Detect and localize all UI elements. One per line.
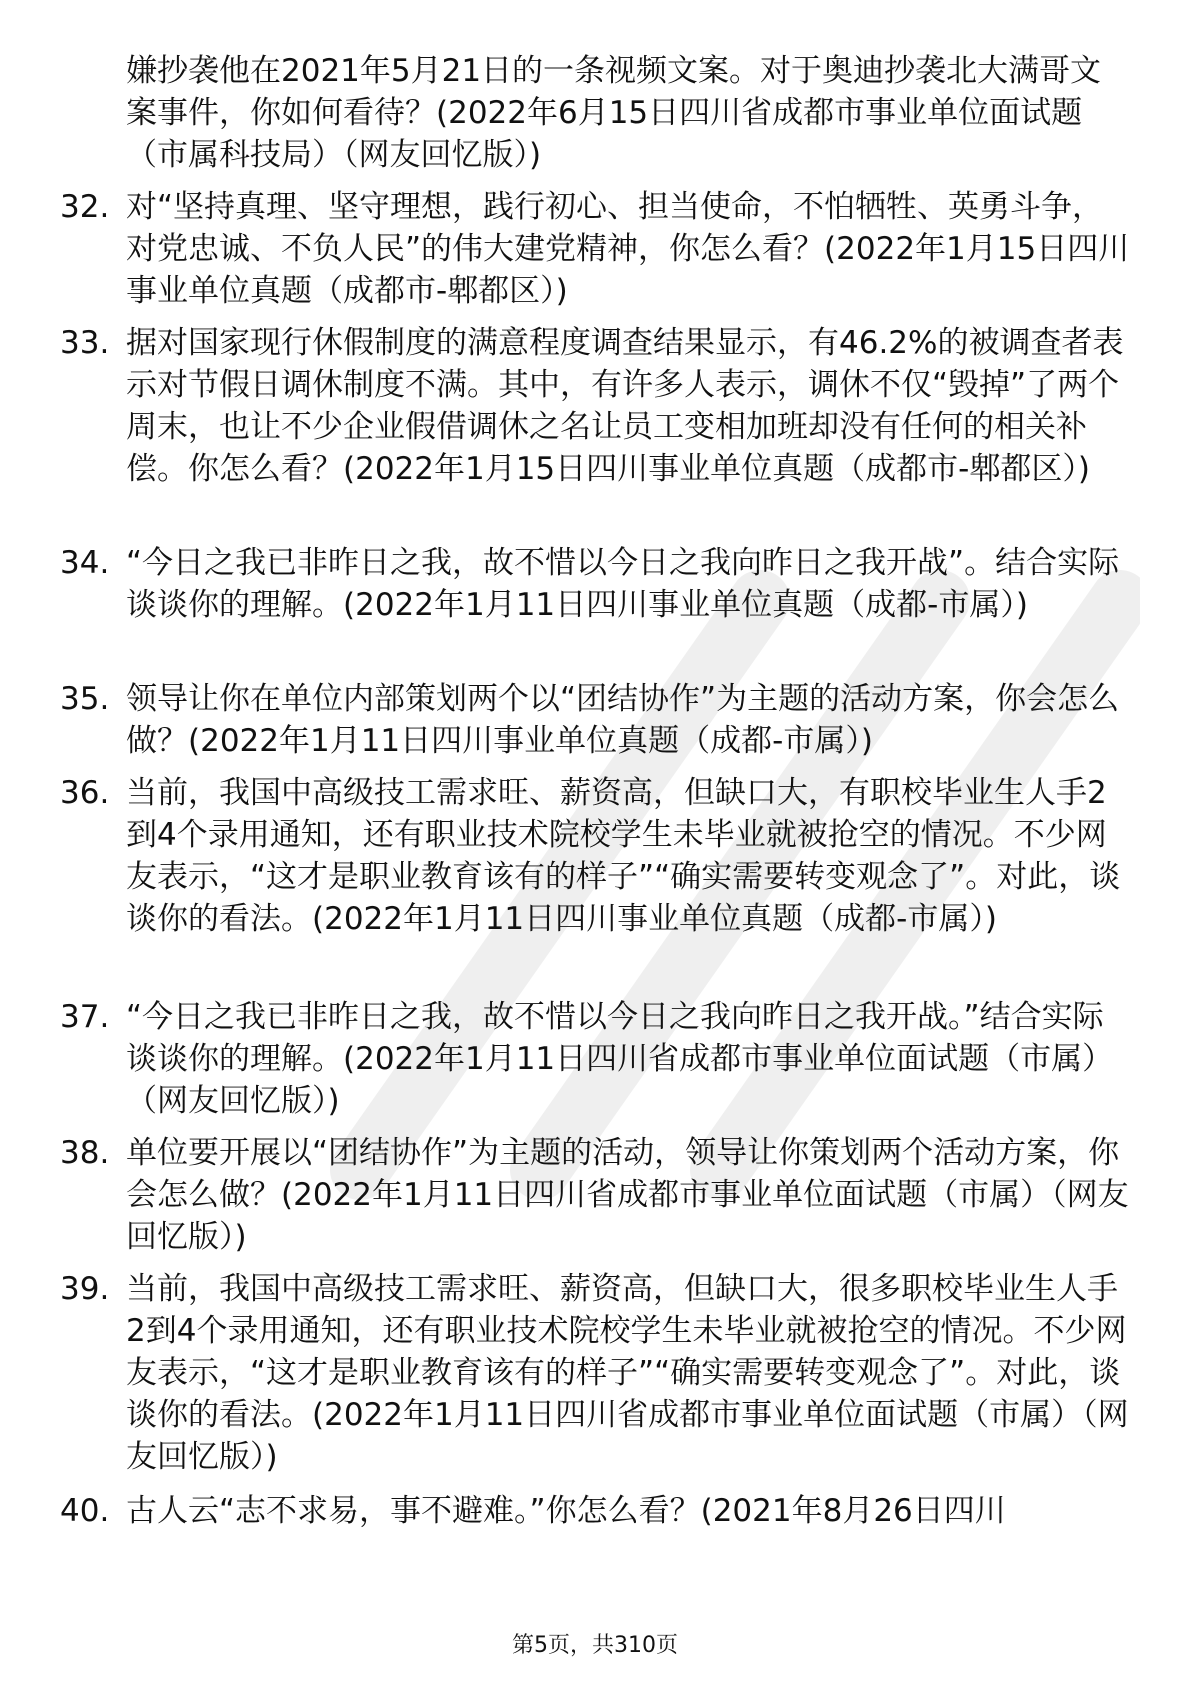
- question-number: 34.: [60, 545, 110, 581]
- question-item: [60, 1268, 1130, 1478]
- question-text: “今日之我已非昨日之我，故不惜以今日之我向昨日之我开战。”结合实际谈谈你的理解。(2022年1月11日四川省成都市事业单位面试题（市属）（网友回忆版）): [126, 999, 1114, 1119]
- question-number: 35.: [60, 681, 110, 717]
- question-text: 单位要开展以“团结协作”为主题的活动，领导让你策划两个活动方案，你会怎么做？(2022年1月11日四川省成都市事业单位面试题（市属）（网友回忆版）): [126, 1135, 1129, 1255]
- question-item: [60, 678, 1130, 762]
- question-text: “今日之我已非昨日之我，故不惜以今日之我向昨日之我开战”。结合实际谈谈你的理解。(2022年1月11日四川事业单位真题（成都-市属）): [126, 545, 1120, 623]
- question-text: 古人云“志不求易，事不避难。”你怎么看？(2021年8月26日四川: [126, 1493, 1006, 1529]
- question-item: [60, 996, 1130, 1122]
- question-text: 当前，我国中高级技工需求旺、薪资高，但缺口大，很多职校毕业生人手2到4个录用通知，还有职业技术院校学生未毕业就被抢空的情况。不少网友表示，“这才是职业教育该有的样子”“确实需要转变观念了”。对此，谈谈你的看法。(2022年1月11日四川省成都市事业单位面试题（市属）（网友回忆版）): [126, 1271, 1129, 1475]
- intro-paragraph: 嫌抄袭他在2021年5月21日的一条视频文案。对于奥迪抄袭北大满哥文案事件，你如何看待？(2022年6月15日四川省成都市事业单位面试题（市属科技局）（网友回忆版）): [126, 53, 1102, 173]
- question-text: 领导让你在单位内部策划两个以“团结协作”为主题的活动方案，你会怎么做？(2022年1月11日四川事业单位真题（成都-市属）): [126, 681, 1120, 759]
- question-text: 据对国家现行休假制度的满意程度调查结果显示，有46.2%的被调查者表示对节假日调休制度不满。其中，有许多人表示，调休不仅“毁掉”了两个周末，也让不少企业假借调休之名让员工变相加班却没有任何的相关补偿。你怎么看？(2022年1月15日四川事业单位真题（成都市-郫都区）): [126, 325, 1124, 487]
- question-item: [60, 1132, 1130, 1258]
- question-item: [60, 322, 1130, 490]
- question-item: [60, 1490, 1130, 1532]
- question-number: 38.: [60, 1135, 110, 1171]
- question-item: [60, 772, 1130, 940]
- question-text: 当前，我国中高级技工需求旺、薪资高，但缺口大，有职校毕业生人手2到4个录用通知，还有职业技术院校学生未毕业就被抢空的情况。不少网友表示，“这才是职业教育该有的样子”“确实需要转变观念了”。对此，谈谈你的看法。(2022年1月11日四川事业单位真题（成都-市属）): [126, 775, 1121, 937]
- question-number: 33.: [60, 325, 110, 361]
- question-number: 32.: [60, 189, 110, 225]
- page-footer: 第5页，共310页: [512, 1633, 678, 1658]
- question-number: 37.: [60, 999, 110, 1035]
- question-item: [60, 186, 1130, 312]
- question-number: 39.: [60, 1271, 110, 1307]
- question-number: 40.: [60, 1493, 110, 1529]
- question-number: 36.: [60, 775, 110, 811]
- question-item: [60, 542, 1130, 626]
- question-text: 对“坚持真理、坚守理想，践行初心、担当使命，不怕牺牲、英勇斗争，对党忠诚、不负人民”的伟大建党精神，你怎么看？(2022年1月15日四川事业单位真题（成都市-郫都区）): [126, 189, 1130, 309]
